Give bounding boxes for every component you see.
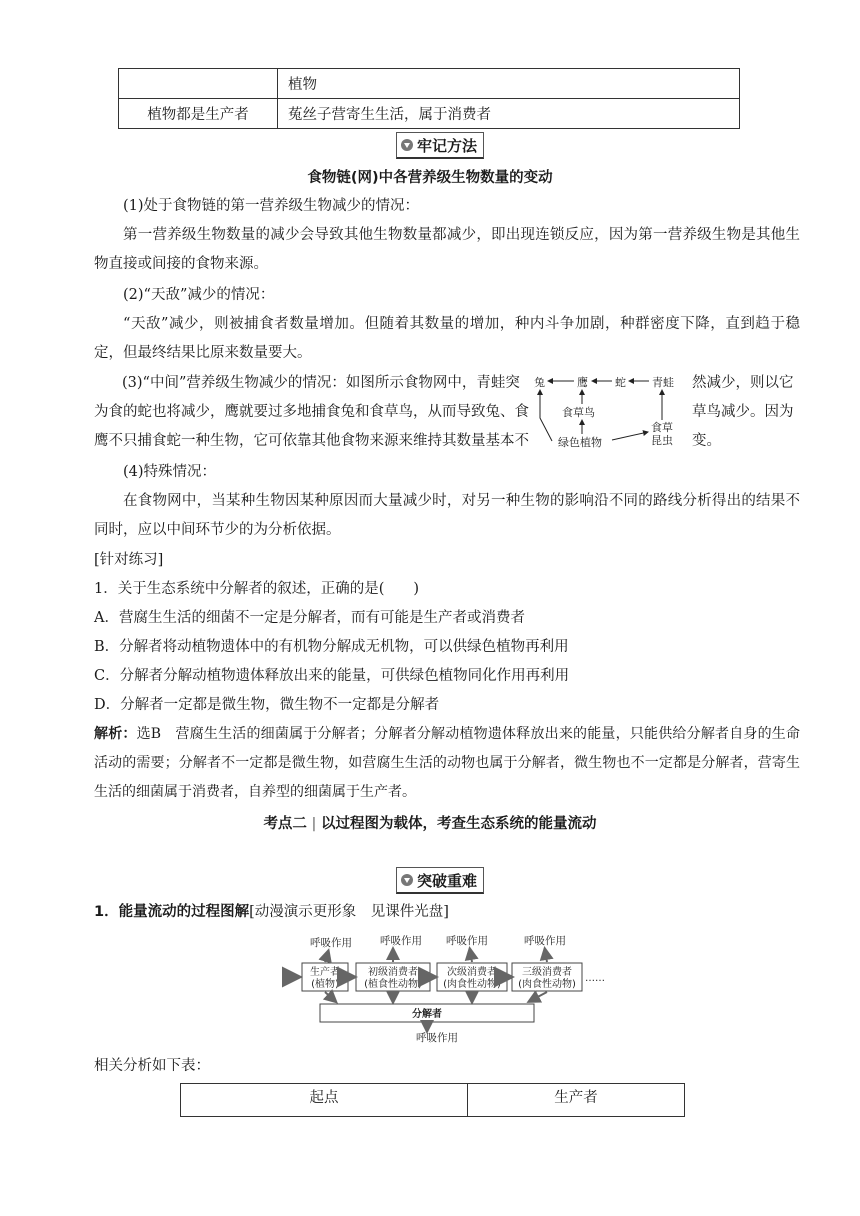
secondary-consumer-sub: (肉食性动物)	[443, 979, 501, 990]
item-1-note: [动漫演示更形象 见课件光盘]	[249, 904, 449, 920]
paragraph-3-line-2-right: 草鸟减少。因为	[692, 404, 794, 420]
respiration-label-4: 呼吸作用	[524, 935, 566, 947]
banner-label: 牢记方法	[417, 136, 478, 155]
secondary-consumer-label: 次级消费者	[447, 967, 497, 978]
primary-consumer-sub: (植食性动物)	[364, 979, 422, 990]
paragraph-4-heading: (4)特殊情况：	[123, 464, 217, 480]
arrow-plant-insect	[612, 432, 648, 440]
table-cell: 生产者	[468, 1084, 685, 1117]
table-row	[119, 69, 740, 99]
rabbit-label: 兔	[534, 376, 545, 389]
banner-label: 突破重难	[417, 871, 478, 890]
snake-label: 蛇	[615, 376, 626, 389]
insect-label-2: 昆虫	[651, 434, 673, 447]
table-cell	[119, 69, 278, 99]
analysis-table	[180, 1083, 685, 1117]
section-banner-breakthrough	[396, 867, 484, 894]
food-web-diagram	[530, 368, 690, 458]
decompose-arrow-1	[325, 992, 335, 1001]
insect-label-1: 食草	[651, 421, 673, 434]
respiration-arrow-3	[470, 950, 472, 962]
frog-label: 青蛙	[652, 376, 674, 389]
paragraph-3-line-2: 为食的蛇也将减少，鹰就要过多地捕食兔和食草鸟，从而导致兔、食	[94, 404, 529, 420]
paragraph-2-heading: (2)“天敌”减少的情况：	[123, 287, 275, 303]
energy-flow-diagram	[280, 930, 620, 1048]
respiration-label-1: 呼吸作用	[310, 937, 352, 949]
paragraph-1-heading: (1)处于食物链的第一营养级生物减少的情况：	[123, 198, 420, 214]
continuation-dots: ……	[585, 973, 605, 984]
table-row	[119, 99, 740, 129]
respiration-arrow-4	[545, 950, 547, 962]
section-title: 食物链(网)中各营养级生物数量的变动	[307, 170, 553, 186]
top-table	[118, 68, 740, 129]
decompose-arrow-4	[530, 992, 547, 1001]
respiration-label-3: 呼吸作用	[446, 935, 488, 947]
tertiary-consumer-label: 三级消费者	[522, 967, 572, 978]
paragraph-2-body: “天敌”减少，则被捕食者数量增加。但随着其数量的增加，种内斗争加剧，种群密度下降，直到趋于稳定，但最终结果比原来数量要大。	[94, 316, 800, 361]
producer-sub: (植物)	[311, 979, 339, 990]
paragraph-1-body: 第一营养级生物数量的减少会导致其他生物数量都减少，即出现连锁反应，因为第一营养级生物是其他生物直接或间接的食物来源。	[94, 227, 800, 272]
eagle-label: 鹰	[577, 376, 588, 389]
plant-label: 绿色植物	[558, 436, 602, 449]
decomposer-label: 分解者	[412, 1009, 442, 1020]
paragraph-3-line-1: (3)“中间”营养级生物减少的情况：如图所示食物网中，青蛙突	[122, 375, 520, 391]
section-banner-methods	[396, 132, 484, 159]
respiration-label-5: 呼吸作用	[416, 1032, 458, 1044]
table-cell: 植物	[278, 69, 740, 99]
paragraph-3-line-3: 鹰不只捕食蛇一种生物，它可依靠其他食物来源来维持其数量基本不	[94, 433, 529, 449]
exam-point-topic: 以过程图为载体，考查生态系统的能量流动	[321, 816, 597, 832]
answer-body: 选B 营腐生生活的细菌属于分解者；分解者分解动植物遗体释放出来的能量，只能供给分解者自身的生命活动的需要；分解者不一定都是微生物，如营腐生生活的动物也属于分解者，微生物也不一定都是分解者，营寄生生活的细菌属于消费者，自养型的细菌属于生产者。	[94, 726, 801, 800]
paragraph-3-line-1-right: 然减少，则以它	[692, 375, 794, 391]
table-cell: 植物都是生产者	[119, 99, 278, 129]
primary-consumer-label: 初级消费者	[368, 967, 418, 978]
tertiary-consumer-sub: (肉食性动物)	[518, 979, 576, 990]
respiration-arrow-1	[325, 952, 328, 962]
triangle-icon	[401, 874, 413, 886]
option-b: B．分解者将动植物遗体中的有机物分解成无机物，可以供绿色植物再利用	[94, 639, 569, 655]
arrow-plant-rabbit	[540, 390, 552, 441]
option-a: A．营腐生生活的细菌不一定是分解者，而有可能是生产者或消费者	[94, 610, 525, 626]
question-text: 1．关于生态系统中分解者的叙述，正确的是( )	[94, 581, 420, 597]
answer-explanation	[94, 720, 800, 807]
item-1-title: 1．能量流动的过程图解	[94, 904, 250, 920]
answer-label: 解析：	[94, 726, 137, 742]
table-cell: 菟丝子营寄生生活，属于消费者	[278, 99, 740, 129]
triangle-icon	[401, 139, 413, 151]
option-c: C．分解者分解动植物遗体释放出来的能量，可供绿色植物同化作用再利用	[94, 668, 570, 684]
option-d: D．分解者一定都是微生物，微生物不一定都是分解者	[94, 697, 440, 713]
table-row	[181, 1084, 685, 1117]
paragraph-4-body: 在食物网中，当某种生物因某种原因而大量减少时，对另一种生物的影响沿不同的路线分析得出的结果不同时，应以中间环节少的为分析依据。	[94, 493, 800, 538]
table-intro: 相关分析如下表：	[94, 1058, 210, 1074]
exam-point-number: 考点二	[263, 816, 307, 832]
table-cell: 起点	[181, 1084, 468, 1117]
producer-label: 生产者	[310, 967, 340, 978]
bird-label: 食草鸟	[562, 406, 595, 419]
item-1-heading	[94, 900, 449, 924]
exam-point-title: 考点二 | 以过程图为载体，考查生态系统的能量流动	[263, 816, 597, 832]
practice-label: [针对练习]	[94, 552, 164, 568]
respiration-label-2: 呼吸作用	[380, 935, 422, 947]
paragraph-3-line-3-right: 变。	[692, 433, 721, 449]
